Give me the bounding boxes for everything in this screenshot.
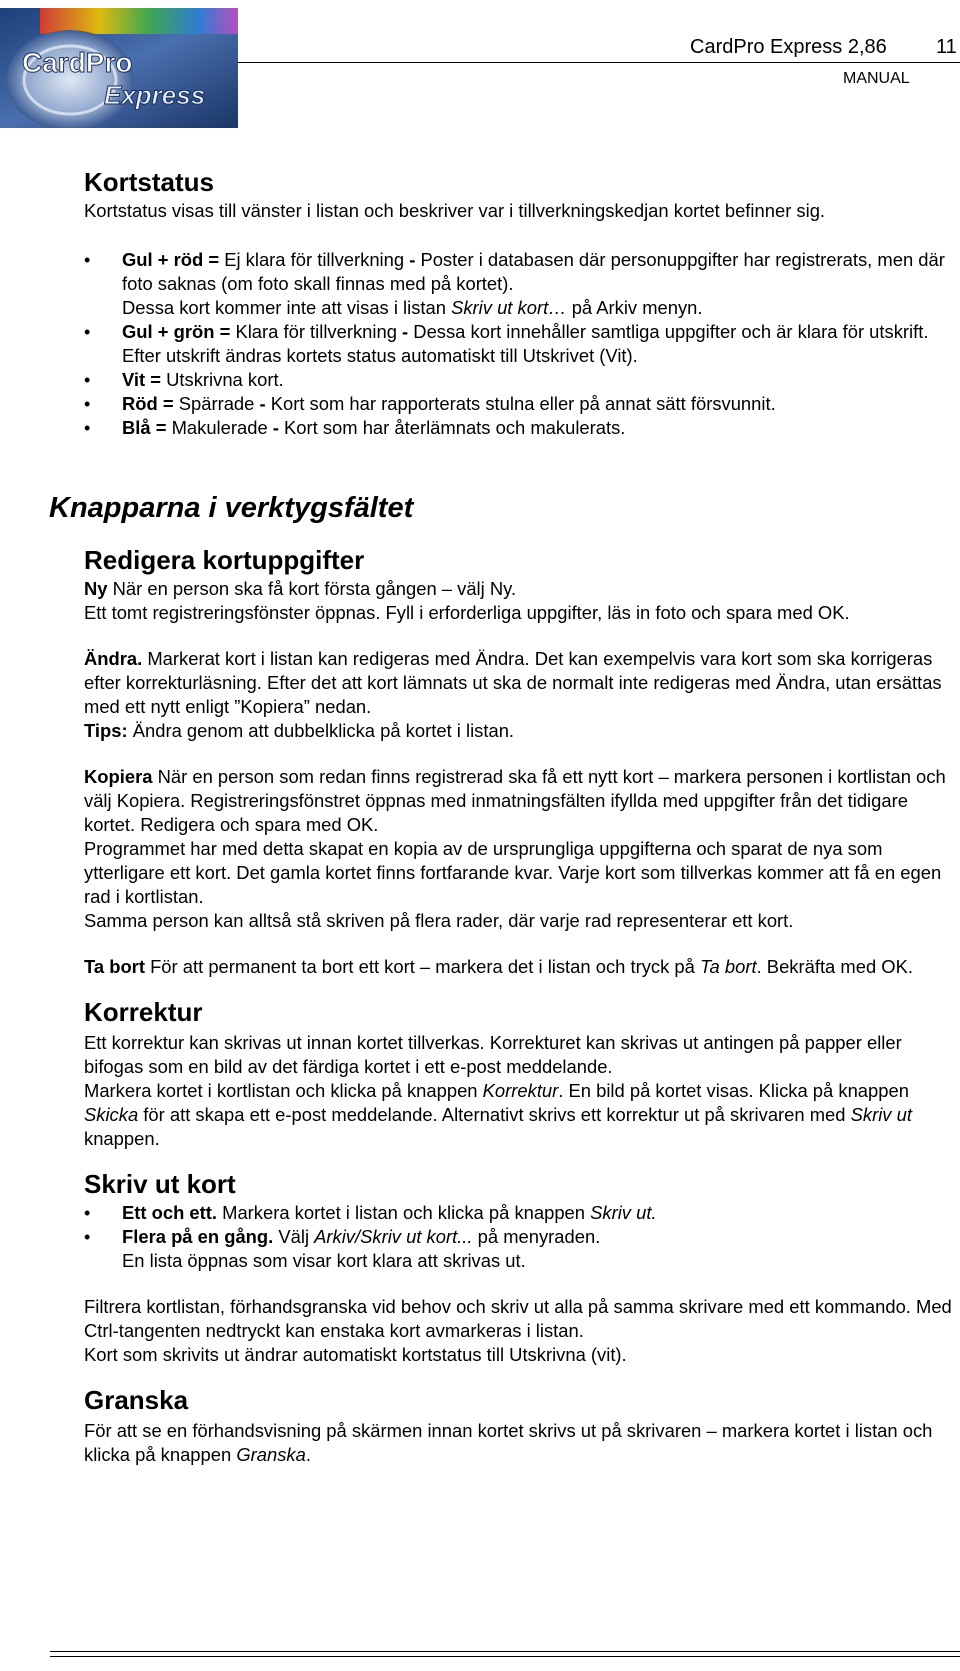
- status-description: Kort som har rapporterats stulna eller på annat sätt försvunnit.: [265, 393, 776, 414]
- ny-text: När en person ska få kort första gången – välj Ny.: [107, 578, 517, 599]
- kortstatus-intro: Kortstatus visas till vänster i listan och beskriver var i tillverkningskedjan kortet befinner sig.: [84, 200, 826, 221]
- kortstatus-list: [84, 248, 954, 440]
- andra-key: Ändra.: [84, 648, 143, 669]
- korrektur-paragraph-1: Ett korrektur kan skrivas ut innan kortet tillverkas. Korrekturet kan skrivas ut antingen på papper eller bifogas som en bild av det färdiga kortet i ett e-post meddelande.: [84, 1032, 902, 1077]
- skriv-list: [84, 1201, 954, 1273]
- status-key: Blå =: [122, 417, 167, 438]
- dash: -: [259, 393, 266, 414]
- skicka-button-reference: Skicka: [84, 1104, 139, 1125]
- granska-paragraph: [84, 1419, 954, 1467]
- list-item: [84, 392, 954, 416]
- redigera-heading: Redigera kortuppgifter: [84, 545, 365, 575]
- header-title: CardPro Express 2,86: [690, 36, 887, 58]
- korrektur-text-d: knappen.: [84, 1128, 160, 1149]
- tabort-button-reference: Ta bort: [700, 956, 757, 977]
- granska-text: För att se en förhandsvisning på skärmen innan kortet skrivs ut på skrivaren – markera kortet i listan och klicka på knappen: [84, 1420, 933, 1465]
- ny-paragraph-2: Ett tomt registreringsfönster öppnas. Fyll i erforderliga uppgifter, läs in foto och spara med OK.: [84, 602, 850, 623]
- skriv-option-key: Ett och ett.: [122, 1202, 218, 1223]
- status-description: Kort som har återlämnats och makulerats.: [278, 417, 626, 438]
- tabort-tail: . Bekräfta med OK.: [756, 956, 913, 977]
- skriv-option-tail: på menyraden.: [472, 1226, 601, 1247]
- skriv-paragraph-1: Filtrera kortlistan, förhandsgranska vid behov och skriv ut alla på samma skrivare med ett kommando. Med Ctrl-tangenten nedtryckt kan enstaka kort avmarkeras i listan.: [84, 1296, 952, 1341]
- korrektur-text-c: för att skapa ett e-post meddelande. Alternativt skrivs ett korrektur ut på skrivaren med: [138, 1104, 851, 1125]
- tabort-key: Ta bort: [84, 956, 145, 977]
- page-number: 11: [936, 36, 957, 58]
- chapter-heading: Knapparna i verktygsfältet: [49, 492, 414, 524]
- granska-button-reference: Granska: [236, 1444, 306, 1465]
- page-content: [49, 165, 954, 1467]
- kopiera-key: Kopiera: [84, 766, 153, 787]
- status-key: Gul + grön =: [122, 321, 231, 342]
- header-rule: [238, 62, 960, 63]
- footer-rule: [50, 1651, 960, 1652]
- skriv-option-text: Markera kortet i listan och klicka på knappen: [217, 1202, 591, 1223]
- tips-key: Tips:: [84, 720, 128, 741]
- status-label: Klara för tillverkning: [230, 321, 403, 342]
- kopiera-paragraph-3: Samma person kan alltså stå skriven på flera rader, där varje rad representerar ett kort.: [84, 910, 794, 931]
- korrektur-heading: Korrektur: [84, 997, 203, 1027]
- andra-text: Markerat kort i listan kan redigeras med Ändra. Det kan exempelvis vara kort som ska korrigeras efter korrekturläsning. Efter det att kort lämnats ut ska de normalt inte redigeras med Ändra, utan ersättas med ett nytt enligt ”Kopiera” nedan.: [84, 648, 942, 717]
- list-item: [84, 320, 954, 368]
- skriv-option-text: Välj: [273, 1226, 315, 1247]
- kopiera-paragraph: [84, 765, 954, 837]
- list-item: [84, 1201, 954, 1225]
- skriv-paragraph-2: Kort som skrivits ut ändrar automatiskt kortstatus till Utskrivna (vit).: [84, 1344, 627, 1365]
- list-item: [84, 416, 954, 440]
- status-label: Makulerade: [166, 417, 273, 438]
- dash: -: [272, 417, 279, 438]
- status-description: Dessa kort innehåller samtliga uppgifter och är klara för utskrift. Efter utskrift ändras kortets status automatiskt till Utskrivet (Vit).: [122, 321, 929, 366]
- kopiera-text: När en person som redan finns registrerad ska få ett nytt kort – markera personen i kortlistan och välj Kopiera. Registreringsfönstret öppnas med inmatningsfälten ifyllda med uppgifter från det tidigare kortet. Redigera och spara med OK.: [84, 766, 946, 835]
- menu-reference: Arkiv/Skriv ut kort...: [314, 1226, 473, 1247]
- footer-rule: [50, 1656, 960, 1657]
- skriv-option-key: Flera på en gång.: [122, 1226, 274, 1247]
- korrektur-text-a: Markera kortet i kortlistan och klicka på knappen: [84, 1080, 483, 1101]
- status-key: Röd =: [122, 393, 174, 414]
- list-item: [84, 368, 954, 392]
- status-key: Gul + röd =: [122, 249, 220, 270]
- andra-paragraph: [84, 647, 954, 719]
- skrivut-button-reference: Skriv ut: [850, 1104, 912, 1125]
- korrektur-paragraph-2: [84, 1079, 954, 1151]
- status-note: Dessa kort kommer inte att visas i listan: [122, 297, 452, 318]
- status-note-tail: på Arkiv menyn.: [566, 297, 703, 318]
- cardpro-express-logo: [0, 8, 238, 128]
- korrektur-button-reference: Korrektur: [482, 1080, 559, 1101]
- dash: -: [402, 321, 409, 342]
- kopiera-paragraph-2: Programmet har med detta skapat en kopia av de ursprungliga uppgifterna och sparat de nya som ytterligare ett kort. Det gamla kortet finns fortfarande kvar. Varje kort som tillverkas kommer att få en egen rad i kortlistan.: [84, 838, 942, 907]
- status-label: Utskrivna kort.: [161, 369, 284, 390]
- dash: -: [409, 249, 416, 270]
- menu-reference: Skriv ut kort…: [451, 297, 567, 318]
- list-item: [84, 1225, 954, 1273]
- tabort-text: För att permanent ta bort ett kort – markera det i listan och tryck på: [144, 956, 700, 977]
- status-label: Spärrade: [173, 393, 260, 414]
- ny-key: Ny: [84, 578, 108, 599]
- korrektur-text-b: . En bild på kortet visas. Klicka på knappen: [558, 1080, 909, 1101]
- skriv-option-note: En lista öppnas som visar kort klara att skrivas ut.: [122, 1250, 526, 1271]
- tips-text: Ändra genom att dubbelklicka på kortet i listan.: [127, 720, 515, 741]
- tabort-paragraph: [84, 955, 954, 979]
- ny-paragraph: [84, 577, 954, 601]
- status-description: Poster i databasen där personuppgifter har registrerats, men där foto saknas (om foto skall finnas med på kortet).: [122, 249, 945, 294]
- kortstatus-heading: Kortstatus: [84, 167, 215, 197]
- list-item: [84, 248, 954, 320]
- header-subtitle: MANUAL: [843, 70, 910, 87]
- skriv-heading: Skriv ut kort: [84, 1169, 236, 1199]
- skrivut-button-reference: Skriv ut.: [590, 1202, 657, 1223]
- granska-heading: Granska: [84, 1385, 189, 1415]
- granska-tail: .: [305, 1444, 311, 1465]
- logo-text-cardpro: CardPro: [22, 47, 133, 78]
- status-label: Ej klara för tillverkning: [219, 249, 410, 270]
- status-key: Vit =: [122, 369, 162, 390]
- tips-paragraph: [84, 719, 954, 743]
- logo-text-express: Express: [104, 80, 206, 110]
